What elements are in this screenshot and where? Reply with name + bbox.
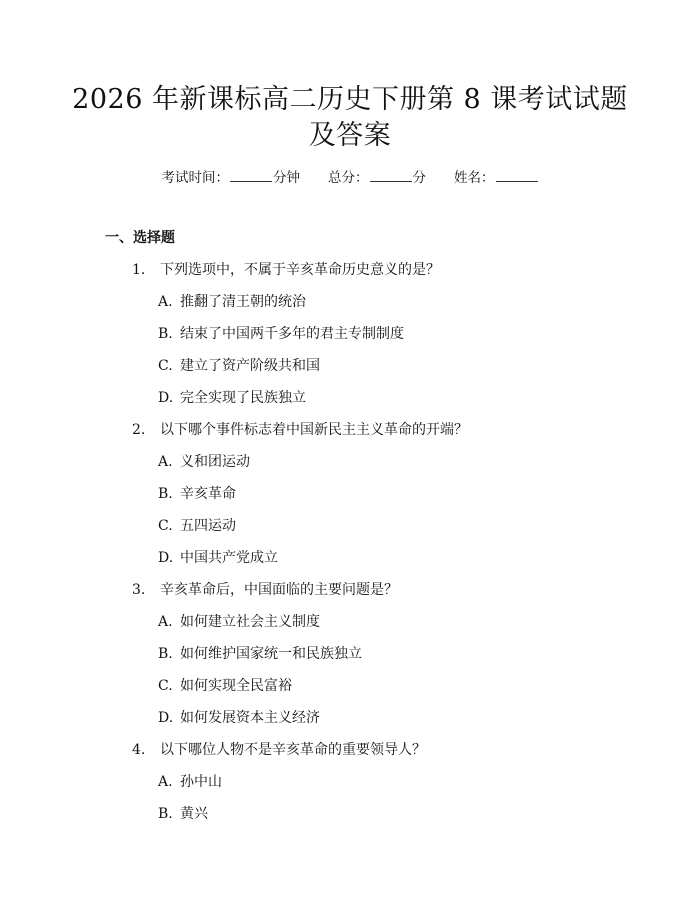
option-letter: A.: [158, 774, 173, 790]
document-title-line2: 及答案: [308, 120, 392, 151]
option-letter: D.: [158, 390, 174, 406]
total-score-unit: 分: [412, 170, 426, 186]
option-text: 完全实现了民族独立: [180, 390, 306, 406]
option-letter: C.: [158, 518, 173, 534]
option-letter: D.: [158, 710, 174, 726]
exam-meta-row: [0, 168, 700, 188]
option-text: 推翻了清王朝的统治: [180, 294, 306, 310]
question-number: 1.: [132, 262, 146, 278]
option-letter: B.: [158, 806, 173, 822]
question-text: 下列选项中，不属于辛亥革命历史意义的是？: [160, 262, 440, 278]
question-number: 2.: [132, 422, 146, 438]
option-letter: C.: [158, 358, 173, 374]
question-text: 辛亥革命后，中国面临的主要问题是？: [160, 582, 398, 598]
exam-time-unit: 分钟: [273, 170, 300, 186]
option-letter: A.: [158, 294, 173, 310]
option-text: 义和团运动: [180, 454, 250, 470]
question-text: 以下哪位人物不是辛亥革命的重要领导人？: [160, 742, 426, 758]
question-number: 4.: [132, 742, 146, 758]
exam-time-blank: [230, 168, 272, 182]
option-text: 建立了资产阶级共和国: [180, 358, 320, 374]
option-text: 黄兴: [180, 806, 208, 822]
option-text: 五四运动: [180, 518, 236, 534]
question-text: 以下哪个事件标志着中国新民主主义革命的开端？: [160, 422, 468, 438]
question-number: 3.: [132, 582, 146, 598]
option-text: 如何维护国家统一和民族独立: [180, 646, 362, 662]
option-letter: B.: [158, 326, 173, 342]
option-letter: D.: [158, 550, 174, 566]
option-letter: B.: [158, 486, 173, 502]
exam-time-field: [162, 168, 301, 188]
option-text: 如何发展资本主义经济: [180, 710, 320, 726]
section-title: 一、选择题: [105, 230, 175, 246]
option-text: 中国共产党成立: [180, 550, 278, 566]
total-score-blank: [370, 168, 412, 182]
document-title-line1: 2026 年新课标高二历史下册第 8 课考试试题: [72, 84, 628, 115]
total-score-label: 总分：: [328, 170, 369, 186]
option-letter: A.: [158, 614, 173, 630]
name-field: [454, 168, 539, 188]
total-score-field: [328, 168, 426, 188]
option-text: 结束了中国两千多年的君主专制制度: [180, 326, 404, 342]
option-text: 孙中山: [180, 774, 222, 790]
option-text: 如何实现全民富裕: [180, 678, 292, 694]
option-text: 如何建立社会主义制度: [180, 614, 320, 630]
option-letter: B.: [158, 646, 173, 662]
exam-time-label: 考试时间：: [161, 170, 229, 186]
name-label: 姓名：: [454, 170, 495, 186]
option-letter: A.: [158, 454, 173, 470]
name-blank: [496, 168, 538, 182]
option-letter: C.: [158, 678, 173, 694]
option-text: 辛亥革命: [180, 486, 236, 502]
